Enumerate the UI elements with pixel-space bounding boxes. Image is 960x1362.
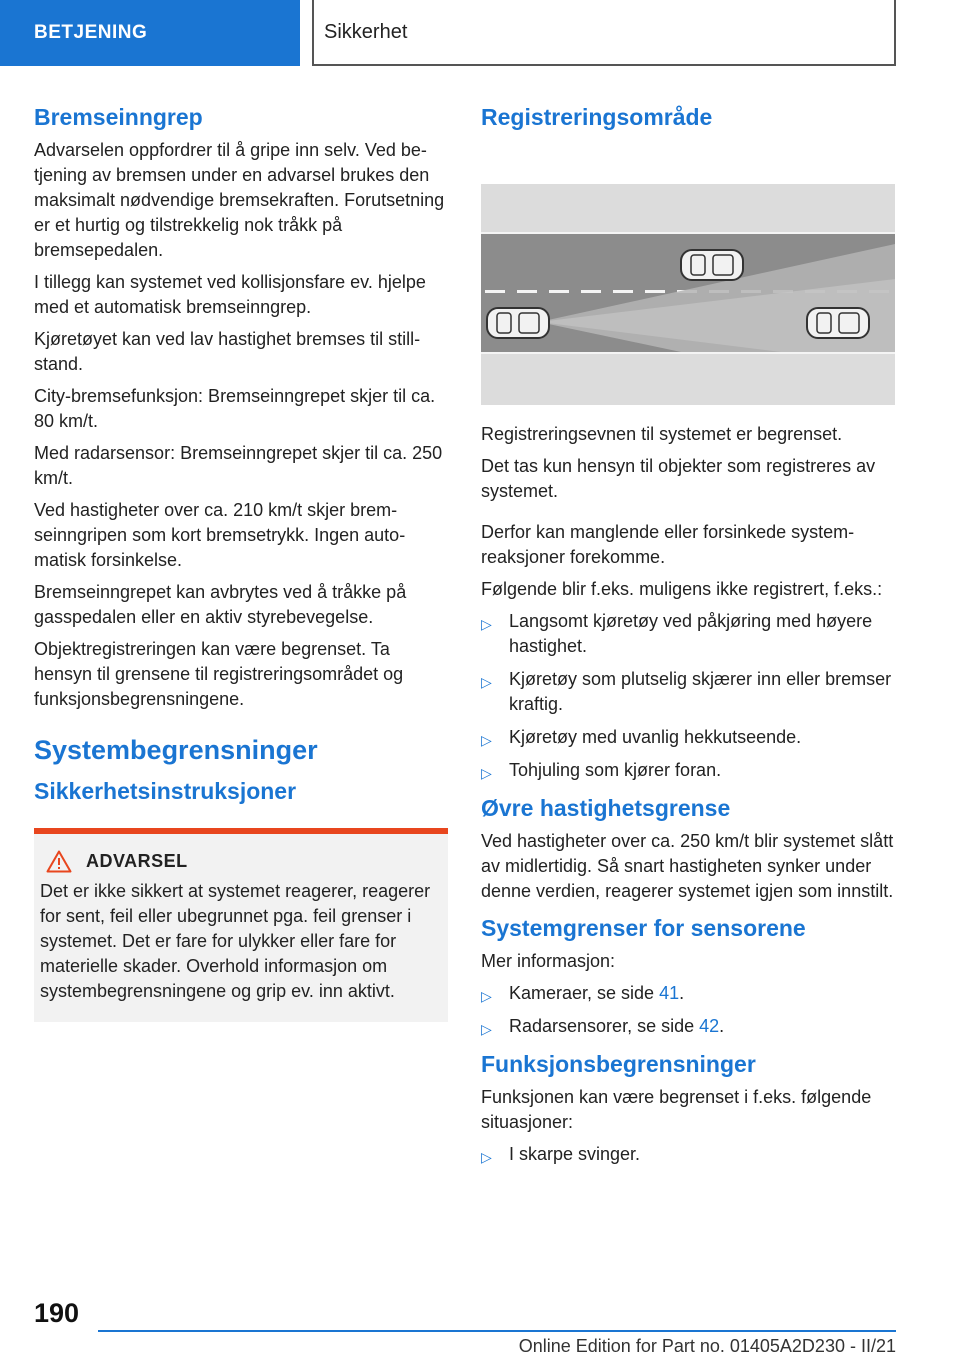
paragraph: Kjøretøyet kan ved lav hastighet bremses til stillstand. [34,329,421,374]
warning-header [40,850,440,873]
warning-title: ADVARSEL [86,851,188,871]
sensor-info-list [481,981,895,1039]
paragraph: Ved hastigheter over ca. 250 km/t blir systemet slått av midlertidig. Så snart hastigheten synker under denne verdien, reagerer systemet igjen som innstilt. [481,831,894,901]
paragraph: Følgende blir f.eks. muligens ikke registrert, f.eks.: [481,579,883,599]
page-number: 190 [34,1298,80,1328]
safety-instructions-heading: Sikkerhetsinstruksjoner [34,778,297,804]
detection-area-heading: Registreringsområde [481,104,713,130]
paragraph: Det tas kun hensyn til objekter som registreres av systemet. [481,456,876,501]
chapter-title: Sikkerhet [324,20,408,43]
detection-range-illustration [481,184,895,405]
warning-box [34,828,448,1022]
page-link-42[interactable]: 42 [699,1016,720,1036]
car-own-icon [487,308,549,338]
paragraph: Registreringsevnen til systemet er begrenset. [481,424,843,444]
paragraph: Advarselen oppfordrer til å gripe inn selv. Ved betjening av bremsen under en advarsel brukes den maksimalt nødvendige bremsekraften. Forutsetning er et hurtig og tilstrekkelig nok tråkk på bremsepedalen. [34,140,445,260]
brake-heading: Bremseinngrep [34,104,203,130]
list-item: ▷ Langsomt kjøretøy ved påkjøring med høyere hastighet. [481,611,873,656]
list-item: ▷ Tohjuling som kjører foran. [481,758,895,783]
page-link-41[interactable]: 41 [659,983,680,1003]
system-limits-heading: Systembegrensninger [34,735,318,765]
edition-text: Online Edition for Part no. 01405A2D230 - II/21 [518,1336,896,1356]
bullet-triangle-icon: ▷ [481,674,492,690]
car-front-left-icon [681,250,743,280]
section-tab [0,0,300,66]
speed-limit-heading: Øvre hastighetsgrense [481,795,731,821]
section-title: BETJENING [34,22,148,43]
paragraph: Mer informasjon: [481,951,616,971]
paragraph: Med radarsensor: Bremseinngrepet skjer til ca. 250 km/t. [34,443,443,488]
paragraph: City-bremsefunksjon: Bremseinngrepet skjer til ca. 80 km/t. [34,386,436,431]
bullet-triangle-icon: ▷ [481,732,492,748]
list-item: ▷ Kjøretøy som plutselig skjærer inn eller bremser kraftig. [481,669,892,714]
bullet-triangle-icon: ▷ [481,1021,492,1037]
paragraph: I tillegg kan systemet ved kollisjonsfare ev. hjelpe med et automatisk bremseinngrep. [34,272,426,317]
left-column [34,100,448,1022]
sensor-limits-heading: Systemgrenser for sensorene [481,915,806,941]
paragraph: Funksjonen kan være begrenset i f.eks. følgende situasjoner: [481,1087,872,1132]
bullet-triangle-icon: ▷ [481,765,492,781]
paragraph: Objektregistreringen kan være begrenset. Ta hensyn til grensene til registreringsområdet og funksjonsbegrensningene. [34,639,404,709]
list-item: ▷ I skarpe svinger. [481,1142,895,1167]
chapter-header [312,0,896,66]
bullet-triangle-icon: ▷ [481,988,492,1004]
paragraph: Derfor kan manglende eller forsinkede systemreaksjoner forekomme. [481,522,855,567]
list-item: ▷ Kameraer, se side 41. [481,981,895,1006]
function-limits-list [481,1142,895,1167]
right-column [481,100,895,1175]
bullet-triangle-icon: ▷ [481,1149,492,1165]
function-limits-heading: Funksjonsbegrensninger [481,1051,756,1077]
footer-divider [98,1330,896,1332]
list-item: ▷ Kjøretøy med uvanlig hekkutseende. [481,725,895,750]
paragraph: Ved hastigheter over ca. 210 km/t skjer bremseinngripen som kort bremsetrykk. Ingen automatisk forsinkelse. [34,500,406,570]
warning-triangle-icon [46,850,72,873]
car-front-same-lane-icon [807,308,869,338]
warning-text: Det er ikke sikkert at systemet reagerer, reagerer for sent, feil eller ubegrunnet pga. feil grenser i systemet. Det er fare for ulykker eller fare for materielle skader. Overhold informasjon om systembegrensningene og grip ev. inn aktivt. [40,881,431,1001]
paragraph: Bremseinngrepet kan avbrytes ved å tråkke på gasspedalen eller en aktiv styrebevegelse. [34,582,407,627]
undetected-objects-list [481,609,895,783]
bullet-triangle-icon: ▷ [481,616,492,632]
list-item: ▷ Radarsensorer, se side 42. [481,1014,895,1039]
